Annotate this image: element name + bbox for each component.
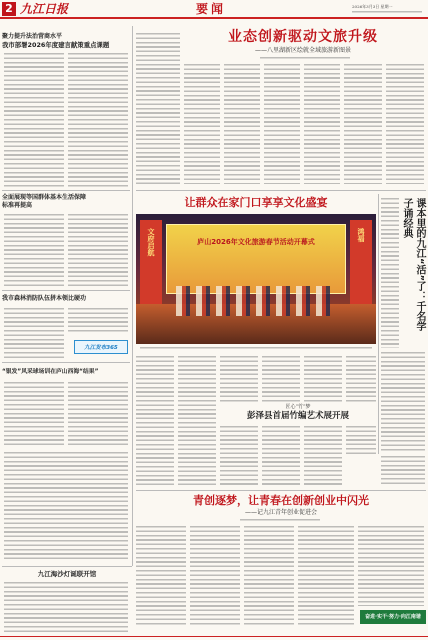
article-a3 xyxy=(2,194,130,210)
a2-body-2 xyxy=(224,64,260,184)
a10-title: 九江海沙灯诞联开馆 xyxy=(37,570,97,578)
article-a8 xyxy=(220,404,376,422)
event-photo xyxy=(136,214,376,344)
a9-body-2 xyxy=(190,526,240,626)
a9-body-5 xyxy=(358,526,424,606)
a6-body-3 xyxy=(220,356,258,402)
a2-title: 业态创新驱动文旅升级 xyxy=(228,29,378,45)
a3-body-right xyxy=(68,214,128,286)
a1-title-line1: 聚力提升法治营商水平 xyxy=(2,33,63,40)
a6-body-4 xyxy=(262,356,300,402)
a2-body-3 xyxy=(264,64,300,184)
a9-body-3 xyxy=(244,526,294,626)
app-badge-text: 九江发布365 xyxy=(84,345,118,351)
article-a2 xyxy=(180,28,426,55)
photo-banner-text: 庐山2026年文化旅游春节活动开幕式 xyxy=(197,238,315,246)
page-number: 2 xyxy=(2,2,16,16)
a7-body-1 xyxy=(381,198,399,348)
a5-body-right xyxy=(68,382,128,448)
divider xyxy=(136,190,426,191)
divider xyxy=(2,190,130,191)
a7-title: 课本里的九江“活”了：千名学子诵经典 xyxy=(401,198,425,332)
footer-badge xyxy=(360,610,426,624)
a9-subtitle: ——记九江青年创业促进会 xyxy=(244,509,317,516)
editor-line xyxy=(352,11,422,15)
a5-body-left xyxy=(4,382,64,448)
a2-body-1 xyxy=(184,64,220,184)
footer-badge-text: 奋进·实干·努力·向江南谐 xyxy=(365,614,421,620)
side-panel-right-text: 鸿福 xyxy=(357,228,365,242)
a10-body xyxy=(4,582,128,632)
a3-title-line1: 全面展现等国群体基本生活保障 xyxy=(2,194,87,201)
a2-byline xyxy=(260,57,350,61)
a8-body-1 xyxy=(220,426,258,486)
a3-title-line2: 标准再提高 xyxy=(2,202,33,209)
a9-byline xyxy=(240,519,320,523)
a8-kicker: 匠心“竹”梦 xyxy=(285,404,311,410)
divider xyxy=(2,362,130,363)
section-title: 要闻 xyxy=(196,2,227,16)
masthead xyxy=(0,0,428,24)
a2-body-4 xyxy=(304,64,340,184)
a4-body-left xyxy=(4,308,64,360)
a1-body-right xyxy=(68,53,128,188)
a6-body-6 xyxy=(346,356,376,402)
a9-body-4 xyxy=(298,526,354,626)
a5-body-lower xyxy=(4,452,128,562)
a6-body-5 xyxy=(304,356,342,402)
a2-body-5 xyxy=(344,64,382,184)
a3-body-left xyxy=(4,214,64,286)
a8-body-3 xyxy=(304,426,342,486)
masthead-rule xyxy=(0,17,428,19)
col2-body xyxy=(136,33,180,185)
article-a9 xyxy=(136,494,426,517)
a6-title: 让群众在家门口享享文化盛宴 xyxy=(184,196,328,209)
a1-body-left xyxy=(4,53,64,188)
performers xyxy=(176,286,336,316)
a7-body-2 xyxy=(381,352,425,452)
issue-date: 2026年3月3日 星期一 xyxy=(352,4,393,9)
a9-title: 青创逐梦，让青春在创新创业中闪光 xyxy=(193,494,369,507)
divider xyxy=(136,490,426,491)
a8-body-2 xyxy=(262,426,300,486)
a5-title: “银发”风采球场训在庐山西海“结果” xyxy=(2,369,99,375)
a7-body-3 xyxy=(381,456,425,486)
bottom-rule xyxy=(0,636,428,637)
a4-body-right xyxy=(68,308,128,332)
a8-body-4 xyxy=(346,426,376,456)
photo-caption xyxy=(140,347,372,351)
column-divider xyxy=(378,194,379,454)
side-panel-left-text: 文府启航 xyxy=(147,228,155,256)
a8-title: 彭泽县首届竹编艺术展开展 xyxy=(246,411,349,421)
article-a1 xyxy=(2,33,130,49)
column-divider xyxy=(132,26,133,566)
divider xyxy=(2,566,132,567)
stage-backdrop xyxy=(166,224,346,294)
divider xyxy=(2,290,130,291)
a1-title-line2: 我市部署2026年度建言献策重点课题 xyxy=(2,41,110,49)
a4-title: 我市森林消防队伍拼本领比硬功 xyxy=(2,295,87,302)
a6-body-1 xyxy=(136,356,174,486)
a6-body-2 xyxy=(178,356,216,486)
a9-body-1 xyxy=(136,526,186,626)
app-badge xyxy=(74,340,128,354)
a2-subtitle: ——八里湖新区绘就全域旅游新图景 xyxy=(254,47,351,54)
a2-body-6 xyxy=(386,64,424,184)
paper-name: 九江日报 xyxy=(20,2,69,16)
